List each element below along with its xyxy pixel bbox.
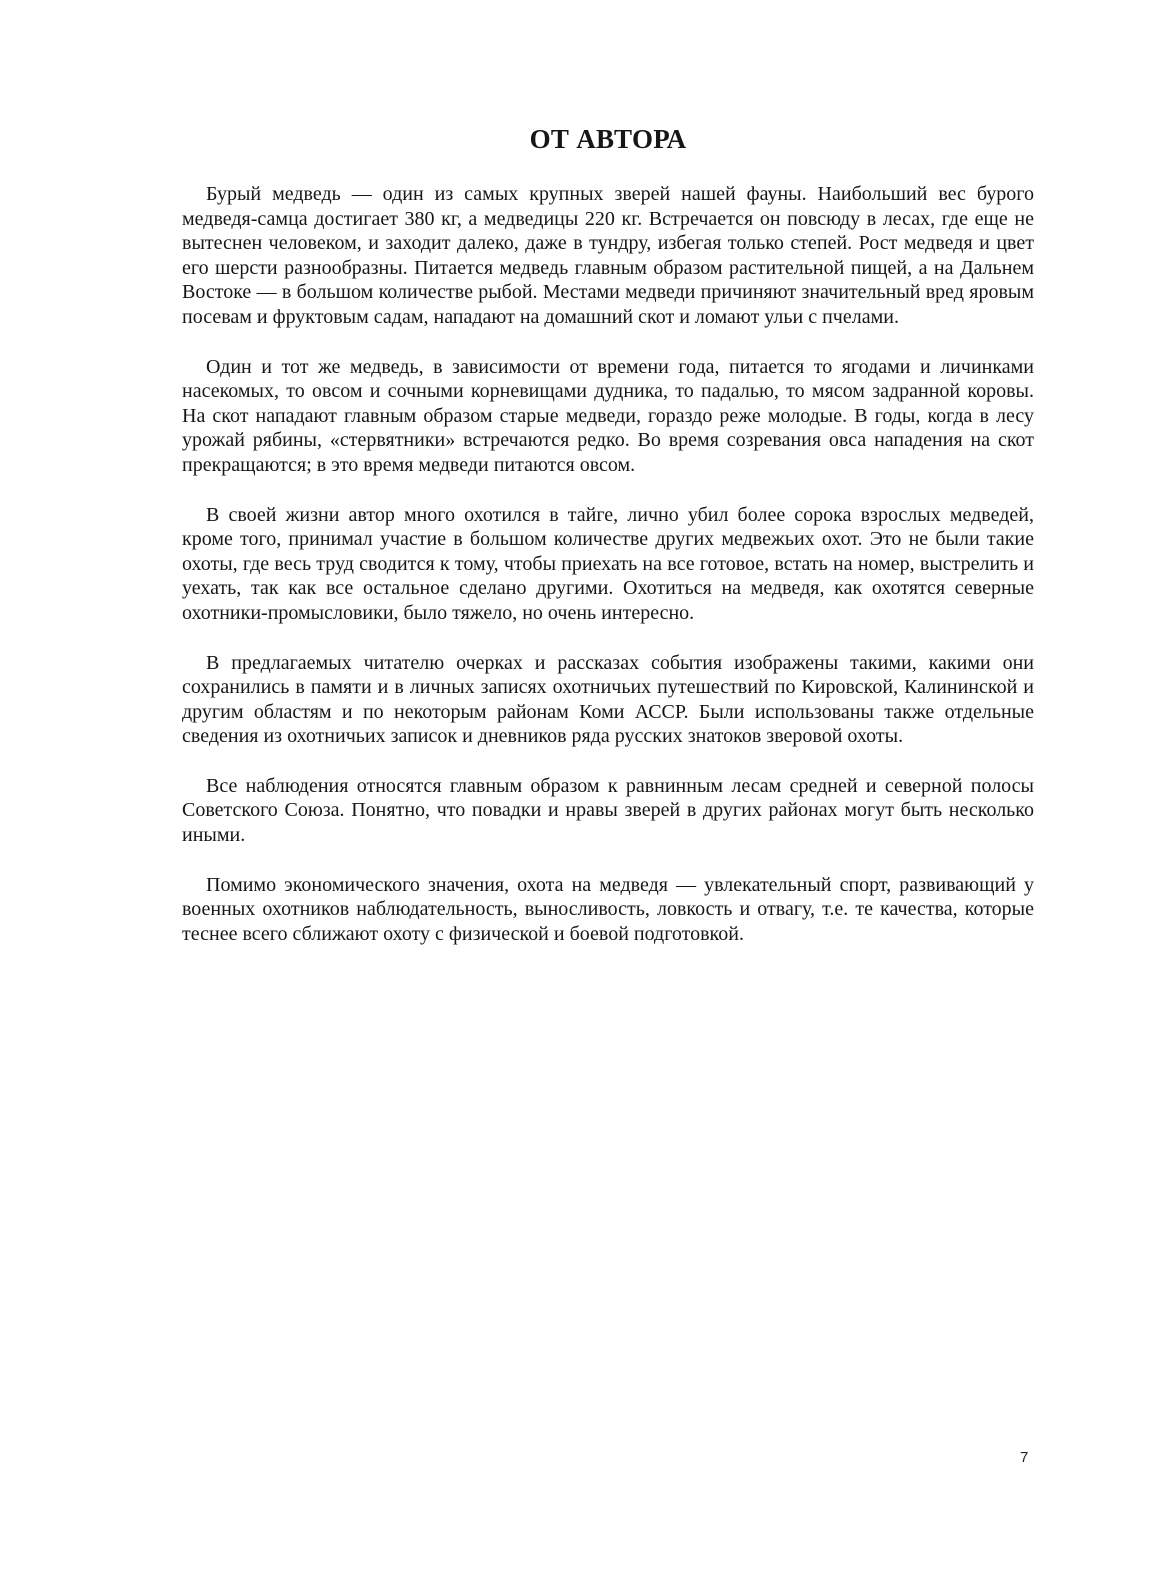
body-text bbox=[182, 182, 1034, 971]
paragraph-2: Один и тот же медведь, в зависимости от времени года, питается то ягодами и личинками насекомых, то овсом и сочными корневищами дудника, то падалью, то мясом задранной коровы. На скот нападают главным образом старые медведи, гораздо реже молодые. В годы, когда в лесу урожай рябины, «стервятники» встречаются редко. Во время созревания овса нападения на скот прекращаются; в это время медведи питаются овсом. bbox=[182, 355, 1034, 476]
paragraph-6: Помимо экономического значения, охота на медведя — увлекательный спорт, развивающий у военных охотников наблюдательность, выносливость, ловкость и отвагу, т.е. те качества, которые теснее всего сближают охоту с физической и боевой подготовкой. bbox=[182, 873, 1034, 945]
paragraph-3: В своей жизни автор много охотился в тайге, лично убил более сорока взрослых медведей, кроме того, принимал участие в большом количестве других медвежьих охот. Это не были такие охоты, где весь труд сводится к тому, чтобы приехать на все готовое, встать на номер, выстрелить и уехать, так как все остальное сделано другими. Охотиться на медведя, как охотятся северные охотники-промысловики, было тяжело, но очень интересно. bbox=[182, 503, 1034, 624]
paragraph-5: Все наблюдения относятся главным образом к равнинным лесам средней и северной полосы Советского Союза. Понятно, что повадки и нравы зверей в других районах могут быть несколько иными. bbox=[182, 774, 1034, 847]
page-title: ОТ АВТОРА bbox=[529, 124, 687, 154]
page-number: 7 bbox=[1020, 1449, 1029, 1466]
paragraph-1: Бурый медведь — один из самых крупных зверей нашей фауны. Наибольший вес бурого медведя-самца достигает 380 кг, а медведицы 220 кг. Встречается он повсюду в лесах, где еще не вытеснен человеком, и заходит далеко, даже в тундру, избегая только степей. Рост медведя и цвет его шерсти разнообразны. Питается медведь главным образом растительной пищей, а на Дальнем Востоке — в большом количестве рыбой. Местами медведи причиняют значительный вред яровым посевам и фруктовым садам, нападают на домашний скот и ломают ульи с пчелами. bbox=[182, 183, 1034, 328]
paragraph-4: В предлагаемых читателю очерках и рассказах события изображены такими, какими они сохранились в памяти и в личных записях охотничьих путешествий по Кировской, Калининской и другим областям и по некоторым районам Коми АССР. Были использованы также отдельные сведения из охотничьих записок и дневников ряда русских знатоков зверовой охоты. bbox=[182, 651, 1034, 748]
